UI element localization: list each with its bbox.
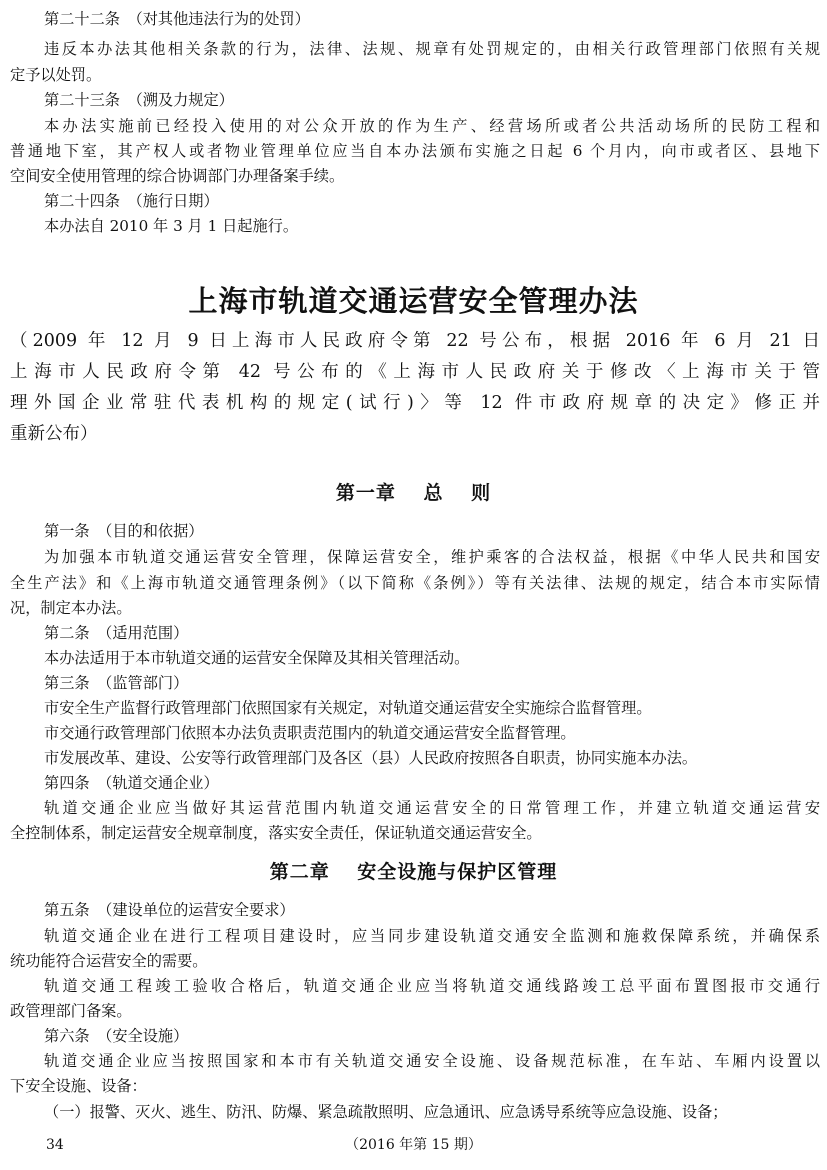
article-6-text-line: 下安全设施、设备： <box>10 1077 147 1095</box>
chapter-1-heading: 第一章 总 则 <box>335 482 492 504</box>
article-3-text-line: 市发展改革、建设、公安等行政管理部门及各区（县）人民政府按照各自职责，协同实施本办法。 <box>44 749 698 767</box>
article-5-text-line: 政管理部门备案。 <box>10 1002 132 1020</box>
publication-note-line: 重新公布） <box>10 424 98 444</box>
publication-note-line: （2009 年 12 月 9 日上海市人民政府令第 22 号公布，根据 2016 年 6 月 21 日 <box>10 331 820 351</box>
article-2-heading: 第二条 （适用范围） <box>44 624 189 642</box>
page-number: 34 <box>46 1137 64 1153</box>
article-1-text-line: 全生产法》和《上海市轨道交通管理条例》（以下简称《条例》）等有关法律、法规的规定，结合本市实际情 <box>10 574 820 592</box>
article-24-heading: 第二十四条 （施行日期） <box>44 192 219 210</box>
article-3-heading: 第三条 （监管部门） <box>44 674 189 692</box>
issue-label: （2016 年第 15 期） <box>345 1137 482 1153</box>
article-23-heading: 第二十三条 （溯及力规定） <box>44 91 234 109</box>
article-22-text-line: 定予以处罚。 <box>10 66 102 84</box>
article-1-text-line: 为加强本市轨道交通运营安全管理，保障运营安全，维护乘客的合法权益，根据《中华人民共和国安 <box>44 548 820 566</box>
article-23-text-line: 本办法实施前已经投入使用的对公众开放的作为生产、经营场所或者公共活动场所的民防工程和 <box>44 117 820 135</box>
article-5-heading: 第五条 （建设单位的运营安全要求） <box>44 901 295 919</box>
article-3-text-line: 市交通行政管理部门依照本办法负责职责范围内的轨道交通运营安全监督管理。 <box>44 724 576 742</box>
article-22-text-line: 违反本办法其他相关条款的行为，法律、法规、规章有处罚规定的，由相关行政管理部门依照有关规 <box>44 40 820 58</box>
article-6-heading: 第六条 （安全设施） <box>44 1027 189 1045</box>
article-4-text-line: 轨道交通企业应当做好其运营范围内轨道交通运营安全的日常管理工作，并建立轨道交通运营安 <box>44 799 820 817</box>
article-5-text-line: 统功能符合运营安全的需要。 <box>10 952 208 970</box>
page-footer <box>0 1133 827 1157</box>
article-6-text-line: （一）报警、灭火、逃生、防汛、防爆、紧急疏散照明、应急通讯、应急诱导系统等应急设施、设备； <box>44 1103 728 1121</box>
article-22-heading: 第二十二条 （对其他违法行为的处罚） <box>44 10 310 28</box>
article-5-text-line: 轨道交通工程竣工验收合格后，轨道交通企业应当将轨道交通线路竣工总平面布置图报市交通行 <box>44 977 820 995</box>
article-4-heading: 第四条 （轨道交通企业） <box>44 774 219 792</box>
article-24-text-line: 本办法自 2010 年 3 月 1 日起施行。 <box>44 217 299 235</box>
article-1-text-line: 况，制定本办法。 <box>10 599 132 617</box>
article-3-text-line: 市安全生产监督行政管理部门依照国家有关规定，对轨道交通运营安全实施综合监督管理。 <box>44 699 652 717</box>
article-5-text-line: 轨道交通企业在进行工程项目建设时，应当同步建设轨道交通安全监测和施救保障系统，并确保系 <box>44 927 820 945</box>
article-2-text-line: 本办法适用于本市轨道交通的运营安全保障及其相关管理活动。 <box>44 649 470 667</box>
chapter-2-heading: 第二章 安全设施与保护区管理 <box>269 861 558 883</box>
publication-note-line: 上海市人民政府令第 42 号公布的《上海市人民政府关于修改〈上海市关于管 <box>10 362 820 382</box>
article-1-heading: 第一条 （目的和依据） <box>44 522 204 540</box>
document-title: 上海市轨道交通运营安全管理办法 <box>188 284 639 318</box>
article-6-text-line: 轨道交通企业应当按照国家和本市有关轨道交通安全设施、设备规范标准，在车站、车厢内设置以 <box>44 1052 820 1070</box>
publication-note-line: 理外国企业常驻代表机构的规定(试行)〉等 12 件市政府规章的决定》修正并 <box>10 393 820 413</box>
article-23-text-line: 空间安全使用管理的综合协调部门办理备案手续。 <box>10 167 345 185</box>
article-4-text-line: 全控制体系，制定运营安全规章制度，落实安全责任，保证轨道交通运营安全。 <box>10 824 542 842</box>
article-23-text-line: 普通地下室，其产权人或者物业管理单位应当自本办法颁布实施之日起 6 个月内，向市或者区、县地下 <box>10 142 820 160</box>
